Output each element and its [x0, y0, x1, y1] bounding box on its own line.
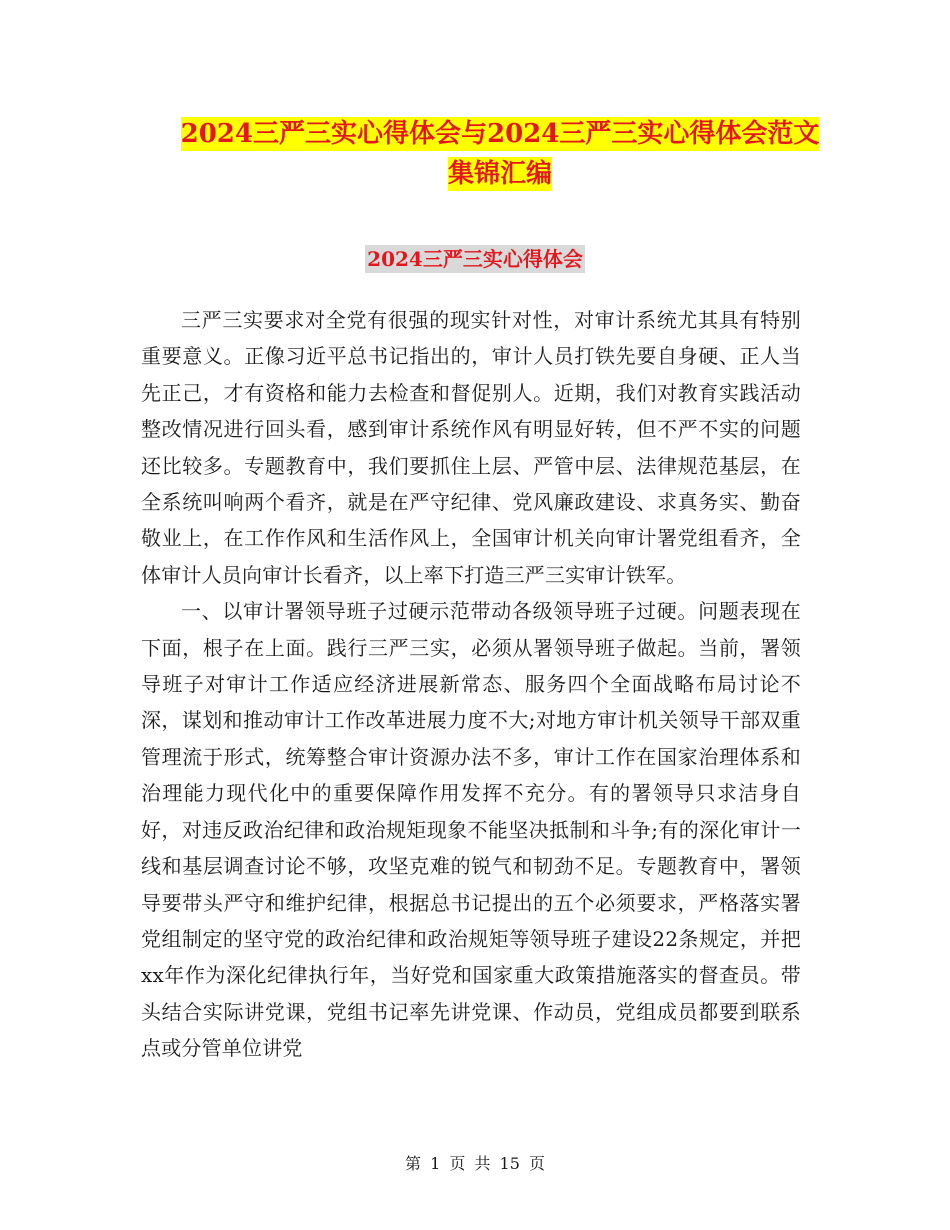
- page-footer: [0, 1153, 950, 1175]
- section-heading: [0, 245, 950, 273]
- body-text: [141, 302, 801, 1067]
- page-number-label: 第 1 页 共 15 页: [405, 1154, 545, 1173]
- document-title-line-1: 2024三严三实心得体会与2024三严三实心得体会范文: [180, 119, 820, 149]
- paragraph: 三严三实要求对全党有很强的现实针对性，对审计系统尤其具有特别重要意义。正像习近平总书记指出的，审计人员打铁先要自身硬、正人当先正己，才有资格和能力去检查和督促别人。近期，我们对教育实践活动整改情况进行回头看，感到审计系统作风有明显好转，但不严不实的问题还比较多。专题教育中，我们要抓住上层、严管中层、法律规范基层，在全系统叫响两个看齐，就是在严守纪律、党风廉政建设、求真务实、勤奋敬业上，在工作作风和生活作风上，全国审计机关向审计署党组看齐，全体审计人员向审计长看齐，以上率下打造三严三实审计铁军。: [141, 308, 801, 587]
- paragraph: 一、以审计署领导班子过硬示范带动各级领导班子过硬。问题表现在下面，根子在上面。践行三严三实，必须从署领导班子做起。当前，署领导班子对审计工作适应经济进展新常态、服务四个全面战略布局讨论不深，谋划和推动审计工作改革进展力度不大;对地方审计机关领导干部双重管理流于形式，统筹整合审计资源办法不多，审计工作在国家治理体系和治理能力现代化中的重要保障作用发挥不充分。有的署领导只求洁身自好，对违反政治纪律和政治规矩现象不能坚决抵制和斗争;有的深化审计一线和基层调查讨论不够，攻坚克难的锐气和韧劲不足。专题教育中，署领导要带头严守和维护纪律，根据总书记提出的五个必须要求，严格落实署党组制定的坚守党的政治纪律和政治规矩等领导班子建设22条规定，并把xx年作为深化纪律执行年，当好党和国家重大政策措施落实的督查员。带头结合实际讲党课，党组书记率先讲党课、作动员，党组成员都要到联系点或分管单位讲党: [141, 599, 801, 1061]
- section-heading-text: 2024三严三实心得体会: [367, 247, 583, 271]
- document-title-line-2: 集锦汇编: [447, 159, 552, 189]
- document-title: [100, 114, 900, 194]
